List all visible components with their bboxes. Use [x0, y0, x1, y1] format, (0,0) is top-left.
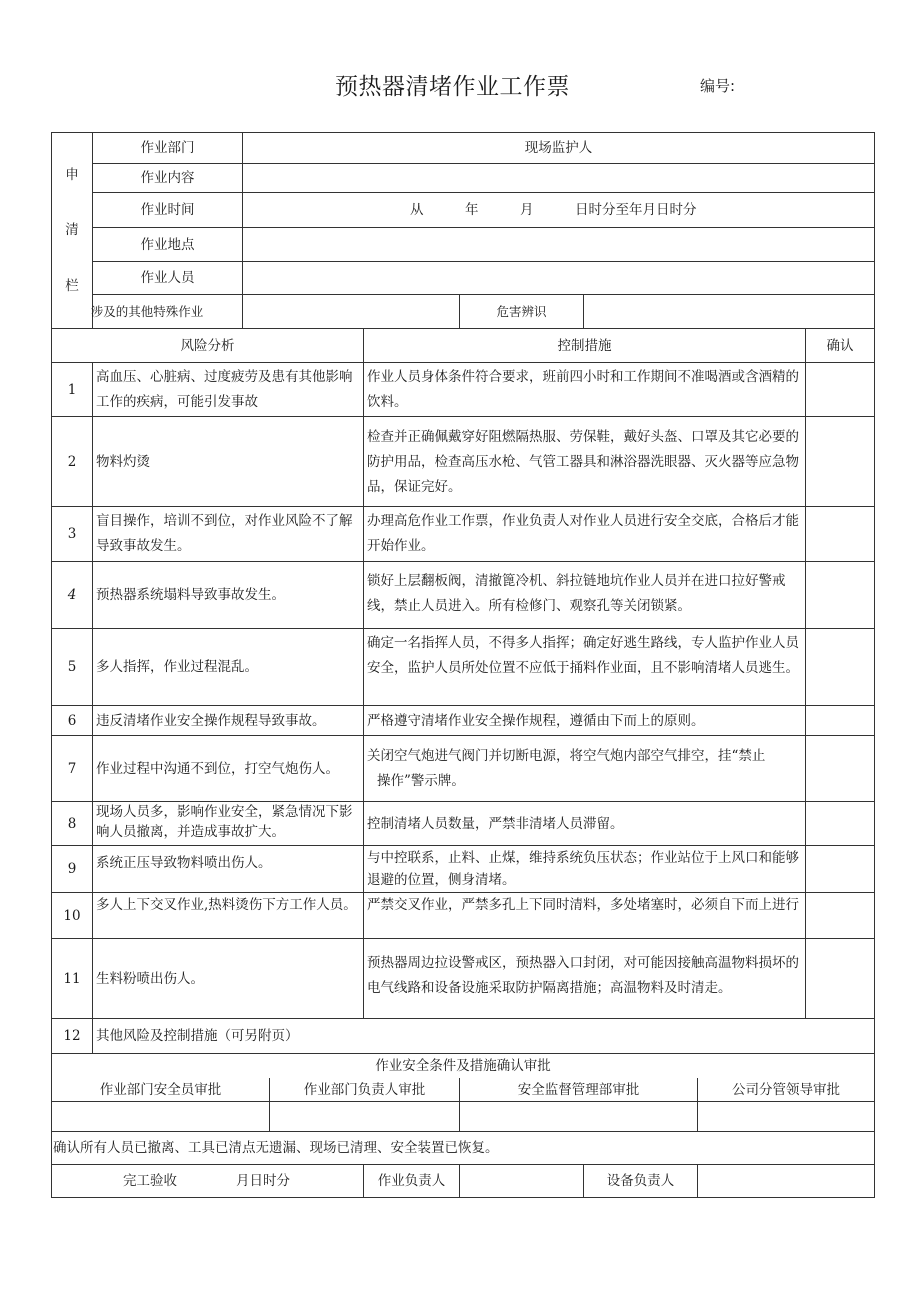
row-number: 8: [52, 802, 93, 846]
approval-title: 作业安全条件及措施确认审批: [52, 1054, 875, 1078]
section-char: 栏: [65, 278, 79, 295]
personnel-label: 作业人员: [93, 262, 243, 295]
equipment-field[interactable]: [698, 1165, 875, 1198]
control-text: 控制清堵人员数量，严禁非清堵人员滞留。: [364, 802, 806, 846]
col-risk-header: 风险分析: [52, 329, 364, 363]
serial-number-label: 编号:: [700, 77, 736, 95]
control-text: 预热器周边拉设警戒区，预热器入口封闭，对可能因接触高温物料损坏的电气线路和设备设施采取防护隔离措施；高温物料及时清走。: [364, 939, 806, 1019]
row-number: 3: [52, 507, 93, 562]
dept-label: 作业部门: [93, 133, 243, 164]
personnel-field[interactable]: [243, 262, 875, 295]
control-text: 严禁交叉作业，严禁多孔上下同时清料，多处堵塞时，必须自下而上进行: [364, 893, 806, 939]
confirm-cell[interactable]: [806, 893, 875, 939]
approval-col-header: 作业部门安全员审批: [52, 1078, 270, 1102]
section-char: 清: [65, 222, 79, 239]
content-field[interactable]: [243, 164, 875, 193]
completion-confirm-text: 确认所有人员已撤离、工具已清点无遗漏、现场已清理、安全装置已恢复。: [52, 1132, 875, 1165]
confirm-cell[interactable]: [806, 363, 875, 417]
row-number: 10: [52, 893, 93, 939]
confirm-cell[interactable]: [806, 629, 875, 706]
location-field[interactable]: [243, 228, 875, 262]
equipment-label: 设备负责人: [584, 1165, 698, 1198]
confirm-cell[interactable]: [806, 507, 875, 562]
control-line: 关闭空气炮进气阀门并切断电源，将空气炮内部空气排空，挂“禁止: [367, 748, 766, 764]
section-char: 申: [65, 166, 79, 183]
approval-sign-field[interactable]: [270, 1102, 460, 1132]
special-work-label: 涉及的其他特殊作业: [52, 295, 243, 329]
risk-text: 违反清堵作业安全操作规程导致事故。: [93, 706, 364, 736]
confirm-cell[interactable]: [806, 939, 875, 1019]
location-label: 作业地点: [93, 228, 243, 262]
approval-sign-field[interactable]: [698, 1102, 875, 1132]
time-field[interactable]: [243, 193, 875, 228]
row-number: 7: [52, 736, 93, 802]
time-rest: 日时分至年月日时分: [575, 202, 697, 218]
hazard-label: 危害辨识: [460, 295, 584, 329]
confirm-cell[interactable]: [806, 802, 875, 846]
control-text: 锁好上层翻板阀，清撤篦冷机、斜拉链地坑作业人员并在进口拉好警戒线，禁止人员进入。所有检修门、观察孔等关闭锁紧。: [364, 562, 806, 629]
work-permit-form: [51, 132, 875, 1198]
risk-text: 作业过程中沟通不到位，打空气炮伤人。: [93, 736, 364, 802]
row-number: 12: [52, 1019, 93, 1054]
col-control-header: 控制措施: [364, 329, 806, 363]
confirm-cell[interactable]: [806, 417, 875, 507]
leader-field[interactable]: [460, 1165, 584, 1198]
time-from: 从: [410, 202, 424, 218]
control-text: 办理高危作业工作票，作业负责人对作业人员进行安全交底，合格后才能开始作业。: [364, 507, 806, 562]
col-confirm-header: 确认: [806, 329, 875, 363]
row-number: 5: [52, 629, 93, 706]
risk-text: 生料粉喷出伤人。: [93, 939, 364, 1019]
row-number: 11: [52, 939, 93, 1019]
confirm-cell[interactable]: [806, 846, 875, 893]
control-text: 检查并正确佩戴穿好阻燃隔热服、劳保鞋，戴好头盔、口罩及其它必要的防护用品，检查高压水枪、气管工器具和淋浴器洗眼器、灭火器等应急物品，保证完好。: [364, 417, 806, 507]
control-text: [364, 736, 806, 802]
acceptance-cell: [52, 1165, 364, 1198]
leader-label: 作业负责人: [364, 1165, 460, 1198]
approval-sign-field[interactable]: [52, 1102, 270, 1132]
control-text: 作业人员身体条件符合要求，班前四小时和工作期间不准喝酒或含酒精的饮料。: [364, 363, 806, 417]
confirm-cell[interactable]: [806, 736, 875, 802]
acceptance-time: 月日时分: [236, 1173, 290, 1189]
risk-text: 其他风险及控制措施（可另附页）: [93, 1019, 875, 1054]
supervisor-label: 现场监护人: [243, 133, 875, 164]
control-line: 操作”警示牌。: [377, 773, 465, 789]
control-text: 严格遵守清堵作业安全操作规程，遵循由下而上的原则。: [364, 706, 806, 736]
confirm-cell[interactable]: [806, 706, 875, 736]
risk-text: 多人上下交叉作业,热料烫伤下方工作人员。: [93, 893, 364, 939]
row-number: 9: [52, 846, 93, 893]
page-title: 预热器清堵作业工作票: [335, 74, 570, 100]
time-label: 作业时间: [93, 193, 243, 228]
risk-text: 多人指挥，作业过程混乱。: [93, 629, 364, 706]
confirm-cell[interactable]: [806, 562, 875, 629]
approval-col-header: 作业部门负责人审批: [270, 1078, 460, 1102]
risk-text: 系统正压导致物料喷出伤人。: [93, 846, 364, 893]
row-number: 1: [52, 363, 93, 417]
time-year: 年: [465, 202, 479, 218]
control-text: 确定一名指挥人员，不得多人指挥；确定好逃生路线，专人监护作业人员安全，监护人员所处位置不应低于捅料作业面，且不影响清堵人员逃生。: [364, 629, 806, 706]
row-number: 4: [52, 562, 93, 629]
risk-text: 盲目操作，培训不到位，对作业风险不了解导致事故发生。: [93, 507, 364, 562]
hazard-field[interactable]: [584, 295, 875, 329]
acceptance-label: 完工验收: [123, 1173, 177, 1189]
time-month: 月: [520, 202, 534, 218]
special-work-field[interactable]: [243, 295, 460, 329]
risk-text: 物料灼烫: [93, 417, 364, 507]
approval-col-header: 公司分管领导审批: [698, 1078, 875, 1102]
row-number: 6: [52, 706, 93, 736]
risk-text: 高血压、心脏病、过度疲劳及患有其他影响工作的疾病，可能引发事故: [93, 363, 364, 417]
row-number: 2: [52, 417, 93, 507]
approval-sign-field[interactable]: [460, 1102, 698, 1132]
risk-text: 现场人员多，影响作业安全，紧急情况下影响人员撤离，并造成事故扩大。: [93, 802, 364, 846]
approval-col-header: 安全监督管理部审批: [460, 1078, 698, 1102]
risk-text: 预热器系统塌料导致事故发生。: [93, 562, 364, 629]
content-label: 作业内容: [93, 164, 243, 193]
control-text: 与中控联系，止料、止煤，维持系统负压状态；作业站位于上风口和能够退避的位置，侧身清堵。: [364, 846, 806, 893]
